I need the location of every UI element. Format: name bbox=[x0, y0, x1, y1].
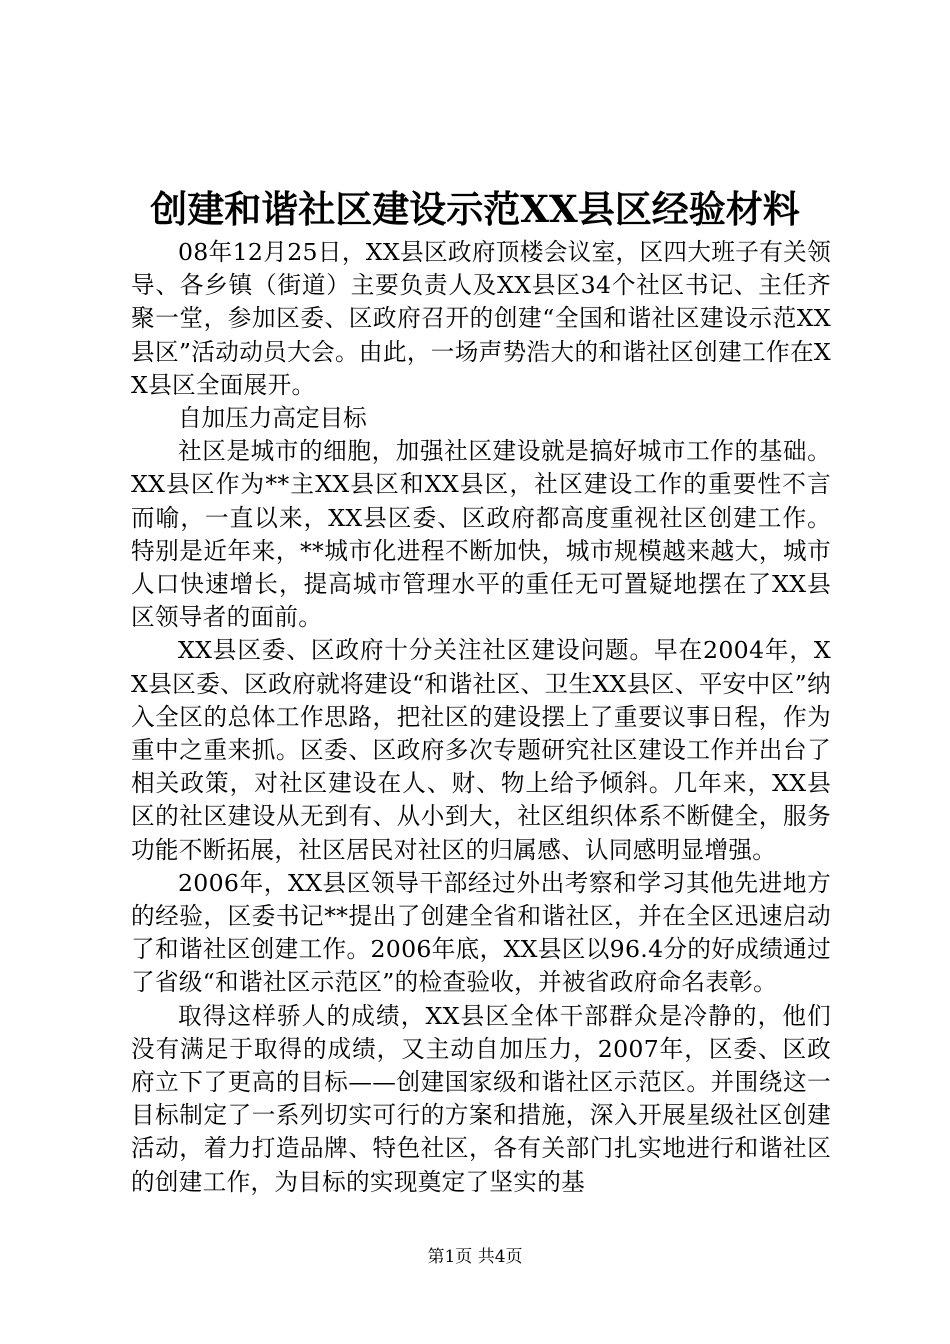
paragraph-achievement: 取得这样骄人的成绩，XX县区全体干部群众是冷静的，他们没有满足于取得的成绩，又主动自加压力，2007年，区委、区政府立下了更高的目标——创建国家级和谐社区示范区。并围绕这一目标制定了一系列切实可行的方案和措施，深入开展星级社区创建活动，着力打造品牌、特色社区，各有关部门扎实地进行和谐社区的创建工作，为目标的实现奠定了坚实的基 bbox=[131, 1001, 831, 1196]
document-body bbox=[131, 236, 831, 1199]
document-title: 创建和谐社区建设示范XX县区经验材料 bbox=[150, 187, 800, 231]
section-heading: 自加压力高定目标 bbox=[178, 404, 367, 433]
paragraph-district-focus: XX县区委、区政府十分关注社区建设问题。早在2004年，XX县区委、区政府就将建设“和谐社区、卫生XX县区、平安中区”纳入全区的总体工作思路，把社区的建设摆上了重要议事日程，作为重中之重来抓。区委、区政府多次专题研究社区建设工作并出台了相关政策，对社区建设在人、财、物上给予倾斜。几年来，XX县区的社区建设从无到有、从小到大，社区组织体系不断健全，服务功能不断拓展，社区居民对社区的归属感、认同感明显增强。 bbox=[131, 636, 831, 864]
paragraph-intro: 08年12月25日，XX县区政府顶楼会议室，区四大班子有关领导、各乡镇（街道）主要负责人及XX县区34个社区书记、主任齐聚一堂，参加区委、区政府召开的创建“全国和谐社区建设示范XX县区”活动动员大会。由此，一场声势浩大的和谐社区创建工作在XX县区全面展开。 bbox=[131, 238, 831, 399]
page-footer: 第1页 共4页 bbox=[427, 1247, 523, 1267]
paragraph-2006: 2006年，XX县区领导干部经过外出考察和学习其他先进地方的经验，区委书记**提出了创建全省和谐社区，并在全区迅速启动了和谐社区创建工作。2006年底，XX县区以96.4分的好成绩通过了省级“和谐社区示范区”的检查验收，并被省政府命名表彰。 bbox=[131, 868, 831, 997]
paragraph-community: 社区是城市的细胞，加强社区建设就是搞好城市工作的基础。XX县区作为**主XX县区和XX县区，社区建设工作的重要性不言而喻，一直以来，XX县区委、区政府都高度重视社区创建工作。特别是近年来，**城市化进程不断加快，城市规模越来越大，城市人口快速增长，提高城市管理水平的重任无可置疑地摆在了XX县区领导者的面前。 bbox=[131, 437, 831, 632]
